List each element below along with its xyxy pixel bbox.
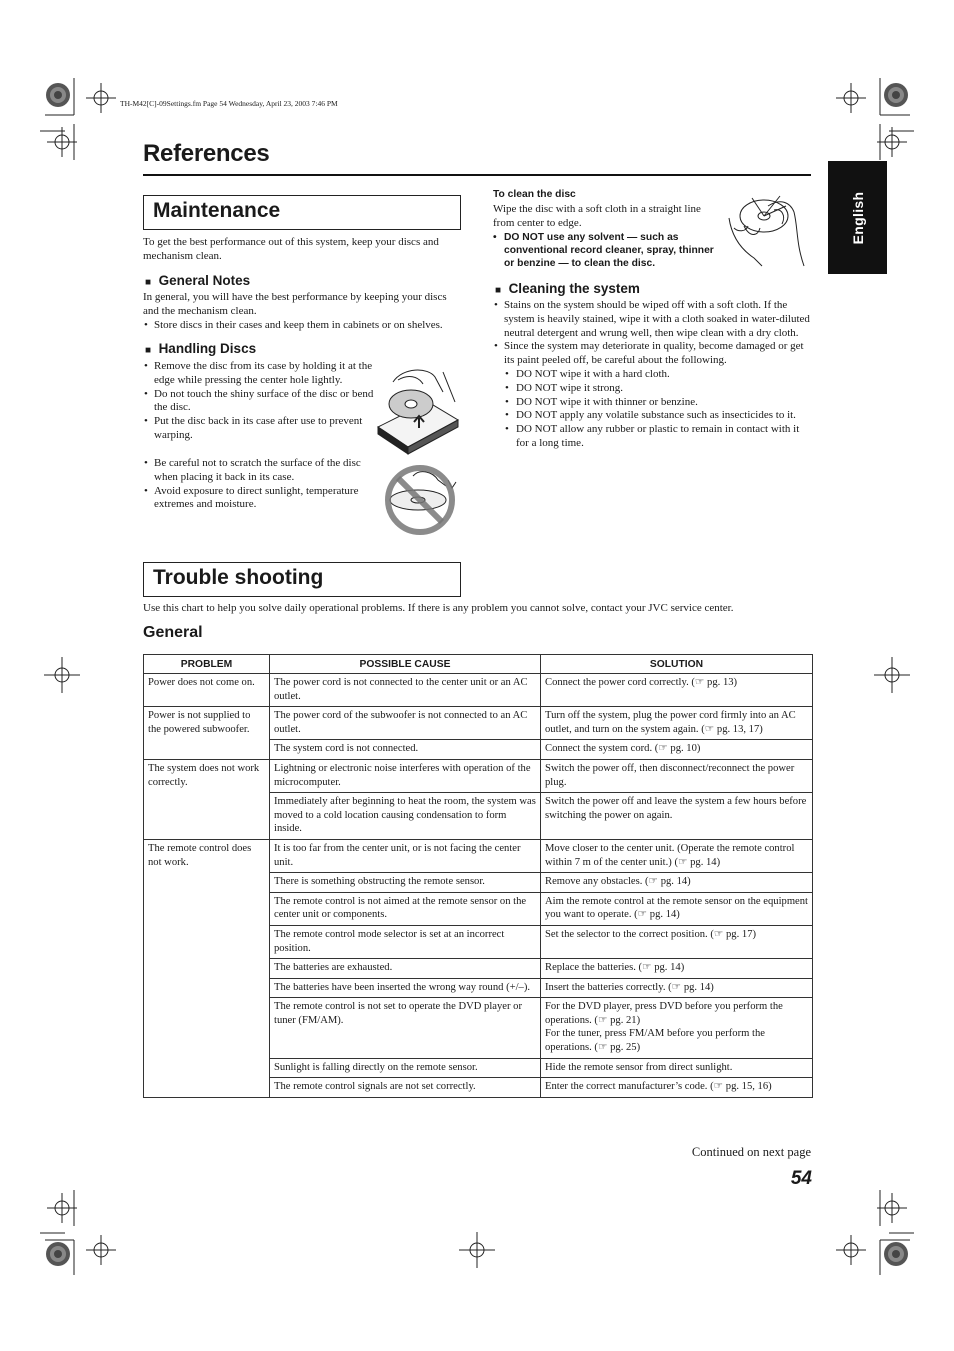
trouble-shooting-heading-text: Trouble shooting bbox=[153, 566, 324, 589]
list-item: • DO NOT wipe it strong. bbox=[493, 382, 813, 396]
bullet-icon: • bbox=[493, 231, 497, 243]
no-scratch-illustration bbox=[378, 458, 462, 538]
table-row bbox=[144, 759, 813, 792]
file-header: TH-M42[C]-09Settings.fm Page 54 Wednesday, April 23, 2003 7:46 PM bbox=[120, 99, 338, 108]
general-notes-heading-text: General Notes bbox=[158, 273, 251, 288]
cause-cell: Lightning or electronic noise interferes with operation of the microcomputer. bbox=[270, 759, 541, 792]
solution-cell: Aim the remote control at the remote sensor on the equipment you want to operate. (☞ pg. 14) bbox=[541, 892, 813, 925]
list-item: • DO NOT wipe it with thinner or benzine. bbox=[493, 396, 813, 410]
handling-discs-heading bbox=[145, 341, 256, 356]
disc-wipe-illustration bbox=[724, 188, 810, 268]
list-item: • Stains on the system should be wiped off with a soft cloth. If the system is heavily stained, wipe it with a cloth soaked in water-diluted neutral detergent and wrung well, then wipe clean with a dry cloth. bbox=[493, 299, 813, 340]
square-bullet-icon: ■ bbox=[495, 285, 502, 296]
general-heading: General bbox=[143, 624, 203, 641]
problem-cell: Power does not come on. bbox=[144, 674, 270, 707]
general-notes-list bbox=[143, 319, 463, 333]
list-item: • Store discs in their cases and keep them in cabinets or on shelves. bbox=[143, 319, 463, 333]
square-bullet-icon: ■ bbox=[145, 277, 152, 288]
cause-cell: There is something obstructing the remote sensor. bbox=[270, 873, 541, 893]
general-notes-heading bbox=[145, 273, 250, 288]
list-item: • DO NOT wipe it with a hard cloth. bbox=[493, 368, 813, 382]
cause-cell: The remote control signals are not set correctly. bbox=[270, 1078, 541, 1098]
solution-cell: Connect the power cord correctly. (☞ pg. 13) bbox=[541, 674, 813, 707]
maintenance-heading bbox=[143, 195, 461, 230]
list-item: • Put the disc back in its case after use to prevent warping. bbox=[143, 415, 375, 443]
handling-discs-heading-text: Handling Discs bbox=[158, 341, 257, 356]
trouble-intro: Use this chart to help you solve daily operational problems. If there is any problem you cannot solve, contact your JVC service center. bbox=[143, 602, 734, 614]
handling-discs-list-b bbox=[143, 457, 375, 512]
list-item: • Since the system may deteriorate in quality, become damaged or get its paint peeled off, be careful about the following. bbox=[493, 340, 813, 368]
cause-cell: Immediately after beginning to heat the room, the system was moved to a cold location causing condensation to form inside. bbox=[270, 793, 541, 840]
title-rule bbox=[143, 174, 811, 176]
cause-cell: The remote control is not aimed at the remote sensor on the center unit or components. bbox=[270, 892, 541, 925]
cause-cell: Sunlight is falling directly on the remote sensor. bbox=[270, 1058, 541, 1078]
table-row bbox=[144, 707, 813, 740]
clean-disc-heading: To clean the disc bbox=[493, 189, 576, 200]
problem-cell: The system does not work correctly. bbox=[144, 759, 270, 839]
list-item: • Remove the disc from its case by holding it at the edge while pressing the center hole lightly. bbox=[143, 360, 375, 388]
problem-cell: The remote control does not work. bbox=[144, 839, 270, 1097]
solution-cell: For the DVD player, press DVD before you perform the operations. (☞ pg. 21) For the tuner, press FM/AM before you perform the operations. (☞ pg. 25) bbox=[541, 998, 813, 1058]
language-tab-label: English bbox=[849, 191, 866, 244]
cause-cell: The remote control mode selector is set at an incorrect position. bbox=[270, 925, 541, 958]
solution-cell: Hide the remote sensor from direct sunlight. bbox=[541, 1058, 813, 1078]
cause-cell: The power cord is not connected to the center unit or an AC outlet. bbox=[270, 674, 541, 707]
solution-cell: Set the selector to the correct position. (☞ pg. 17) bbox=[541, 925, 813, 958]
solution-cell: Enter the correct manufacturer’s code. (☞ pg. 15, 16) bbox=[541, 1078, 813, 1098]
solution-cell: Remove any obstacles. (☞ pg. 14) bbox=[541, 873, 813, 893]
solution-cell: Connect the system cord. (☞ pg. 10) bbox=[541, 740, 813, 760]
page-number: 54 bbox=[790, 1168, 812, 1189]
cause-cell: The batteries have been inserted the wrong way round (+/–). bbox=[270, 978, 541, 998]
cleaning-system-text bbox=[493, 299, 813, 451]
solution-cell: Turn off the system, plug the power cord firmly into an AC outlet, and turn on the system again. (☞ pg. 13, 17) bbox=[541, 707, 813, 740]
continued-note: Continued on next page bbox=[691, 1145, 811, 1159]
list-item: • DO NOT apply any volatile substance such as insecticides to it. bbox=[493, 409, 813, 423]
solution-cell: Switch the power off, then disconnect/reconnect the power plug. bbox=[541, 759, 813, 792]
cause-cell: The remote control is not set to operate the DVD player or tuner (FM/AM). bbox=[270, 998, 541, 1058]
maintenance-intro: To get the best performance out of this system, keep your discs and mechanism clean. bbox=[143, 236, 439, 262]
general-notes-paragraph: In general, you will have the best performance by keeping your discs and the mechanism clean. bbox=[143, 291, 447, 317]
page-title: References bbox=[143, 140, 270, 167]
clean-disc-section bbox=[493, 188, 723, 270]
general-notes-text bbox=[143, 291, 463, 332]
maintenance-heading-text: Maintenance bbox=[153, 199, 281, 222]
clean-disc-warning: • DO NOT use any solvent — such as conventional record cleaner, spray, thinner or benzine — to clean the disc. bbox=[493, 231, 714, 269]
handling-discs-list-a bbox=[143, 360, 375, 443]
disc-case-illustration bbox=[373, 362, 463, 457]
solution-cell: Insert the batteries correctly. (☞ pg. 14) bbox=[541, 978, 813, 998]
table-row bbox=[144, 674, 813, 707]
troubleshooting-table bbox=[143, 654, 813, 1098]
column-header: PROBLEM bbox=[144, 655, 270, 674]
list-item: • Do not touch the shiny surface of the disc or bend the disc. bbox=[143, 388, 375, 416]
solution-cell: Switch the power off and leave the system a few hours before switching the power on again. bbox=[541, 793, 813, 840]
cleaning-system-heading bbox=[495, 281, 640, 296]
table-header-row bbox=[144, 655, 813, 674]
list-item: • DO NOT allow any rubber or plastic to remain in contact with it for a long time. bbox=[493, 423, 813, 451]
column-header: SOLUTION bbox=[541, 655, 813, 674]
column-header: POSSIBLE CAUSE bbox=[270, 655, 541, 674]
solution-cell: Replace the batteries. (☞ pg. 14) bbox=[541, 959, 813, 979]
problem-cell: Power is not supplied to the powered subwoofer. bbox=[144, 707, 270, 760]
cause-cell: The power cord of the subwoofer is not connected to an AC outlet. bbox=[270, 707, 541, 740]
trouble-shooting-heading bbox=[143, 562, 461, 597]
cause-cell: The batteries are exhausted. bbox=[270, 959, 541, 979]
clean-disc-text: Wipe the disc with a soft cloth in a straight line from center to edge. bbox=[493, 203, 701, 229]
language-tab bbox=[828, 161, 887, 274]
solution-cell: Move closer to the center unit. (Operate the remote control within 7 m of the center unit.) (☞ pg. 14) bbox=[541, 839, 813, 872]
table-row bbox=[144, 839, 813, 872]
list-item: • Avoid exposure to direct sunlight, temperature extremes and moisture. bbox=[143, 485, 375, 513]
cause-cell: The system cord is not connected. bbox=[270, 740, 541, 760]
list-item: • Be careful not to scratch the surface of the disc when placing it back in its case. bbox=[143, 457, 375, 485]
cause-cell: It is too far from the center unit, or is not facing the center unit. bbox=[270, 839, 541, 872]
square-bullet-icon: ■ bbox=[145, 345, 152, 356]
cleaning-system-heading-text: Cleaning the system bbox=[508, 281, 640, 296]
